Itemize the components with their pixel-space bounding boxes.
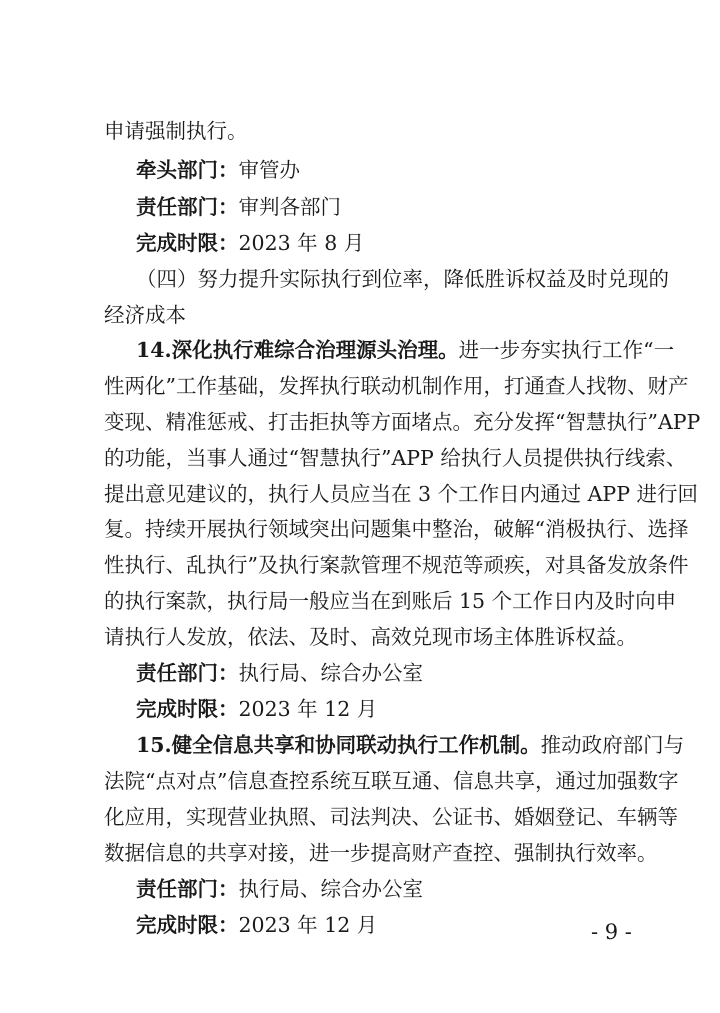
paragraph-line: [104, 764, 679, 798]
deadline-line: [136, 692, 640, 726]
responsible-department-line: [136, 190, 640, 224]
lead-department-line: [136, 153, 640, 187]
lead-department-label: 牵头部门：: [136, 158, 239, 182]
responsible-department-value: 执行局、综合办公室: [238, 661, 423, 685]
paragraph-line: [104, 405, 701, 439]
paragraph-text: 提出意见建议的，执行人员应当在 3 个工作日内通过 APP 进行回: [104, 482, 698, 506]
paragraph-text: 的功能，当事人通过“智慧执行”APP 给执行人员提供执行线索、: [104, 446, 687, 470]
paragraph-line: [104, 369, 689, 403]
item-15-text: 推动政府部门与: [540, 733, 685, 757]
paragraph-text: 复。持续开展执行领域突出问题集中整治，破解“消极执行、选择: [104, 517, 689, 541]
paragraph-line: [104, 620, 640, 654]
paragraph-line: [104, 584, 677, 618]
responsible-department-label: 责任部门：: [136, 195, 239, 219]
section-heading-continuation: [104, 298, 640, 332]
paragraph-text: 性两化”工作基础，发挥执行联动机制作用，打通查人找物、财产: [104, 374, 689, 398]
responsible-department-label: 责任部门：: [136, 877, 239, 901]
responsible-department-value: 执行局、综合办公室: [238, 877, 423, 901]
item-14-first-line: [136, 333, 675, 367]
text-line-content: 申请强制执行。: [104, 119, 248, 143]
responsible-department-line: [136, 872, 640, 906]
paragraph-text: 请执行人发放，依法、及时、高效兑现市场主体胜诉权益。: [104, 625, 637, 649]
item-15-title: 15.健全信息共享和协同联动执行工作机制。: [136, 733, 541, 757]
deadline-value: 2023 年 12 月: [238, 697, 378, 721]
paragraph-line: [104, 548, 689, 582]
section-heading-line: [136, 262, 669, 296]
deadline-label: 完成时限：: [136, 231, 239, 255]
deadline-line: [136, 226, 640, 260]
item-15-first-line: [136, 728, 685, 762]
lead-department-value: 审管办: [238, 158, 300, 182]
responsible-department-value: 审判各部门: [238, 195, 341, 219]
paragraph-line: [104, 441, 687, 475]
deadline-line: [136, 908, 640, 942]
page-number: - 9 -: [591, 920, 632, 944]
paragraph-text: 数据信息的共享对接，进一步提高财产查控、强制执行效率。: [104, 841, 658, 865]
paragraph-line: [104, 836, 658, 870]
section-heading-end: 经济成本: [104, 303, 186, 327]
item-14-text: 进一步夯实执行工作“一: [458, 338, 675, 362]
paragraph-text: 的执行案款，执行局一般应当在到账后 15 个工作日内及时向申: [104, 589, 677, 613]
responsible-department-line: [136, 656, 640, 690]
paragraph-line: [104, 512, 689, 546]
deadline-value: 2023 年 8 月: [238, 231, 365, 255]
responsible-department-label: 责任部门：: [136, 661, 239, 685]
text-line: [104, 114, 640, 148]
section-heading: （四）努力提升实际执行到位率，降低胜诉权益及时兑现的: [136, 267, 669, 291]
paragraph-line: [104, 477, 698, 511]
paragraph-text: 性执行、乱执行”及执行案款管理不规范等顽疾，对具备发放条件: [104, 553, 689, 577]
deadline-label: 完成时限：: [136, 913, 239, 937]
deadline-value: 2023 年 12 月: [238, 913, 378, 937]
item-14-title: 14.深化执行难综合治理源头治理。: [136, 338, 459, 362]
paragraph-line: [104, 800, 678, 834]
paragraph-text: 化应用，实现营业执照、司法判决、公证书、婚姻登记、车辆等: [104, 805, 678, 829]
paragraph-text: 变现、精准惩戒、打击拒执等方面堵点。充分发挥“智慧执行”APP: [104, 410, 701, 434]
paragraph-text: 法院“点对点”信息查控系统互联互通、信息共享，通过加强数字: [104, 769, 679, 793]
deadline-label: 完成时限：: [136, 697, 239, 721]
